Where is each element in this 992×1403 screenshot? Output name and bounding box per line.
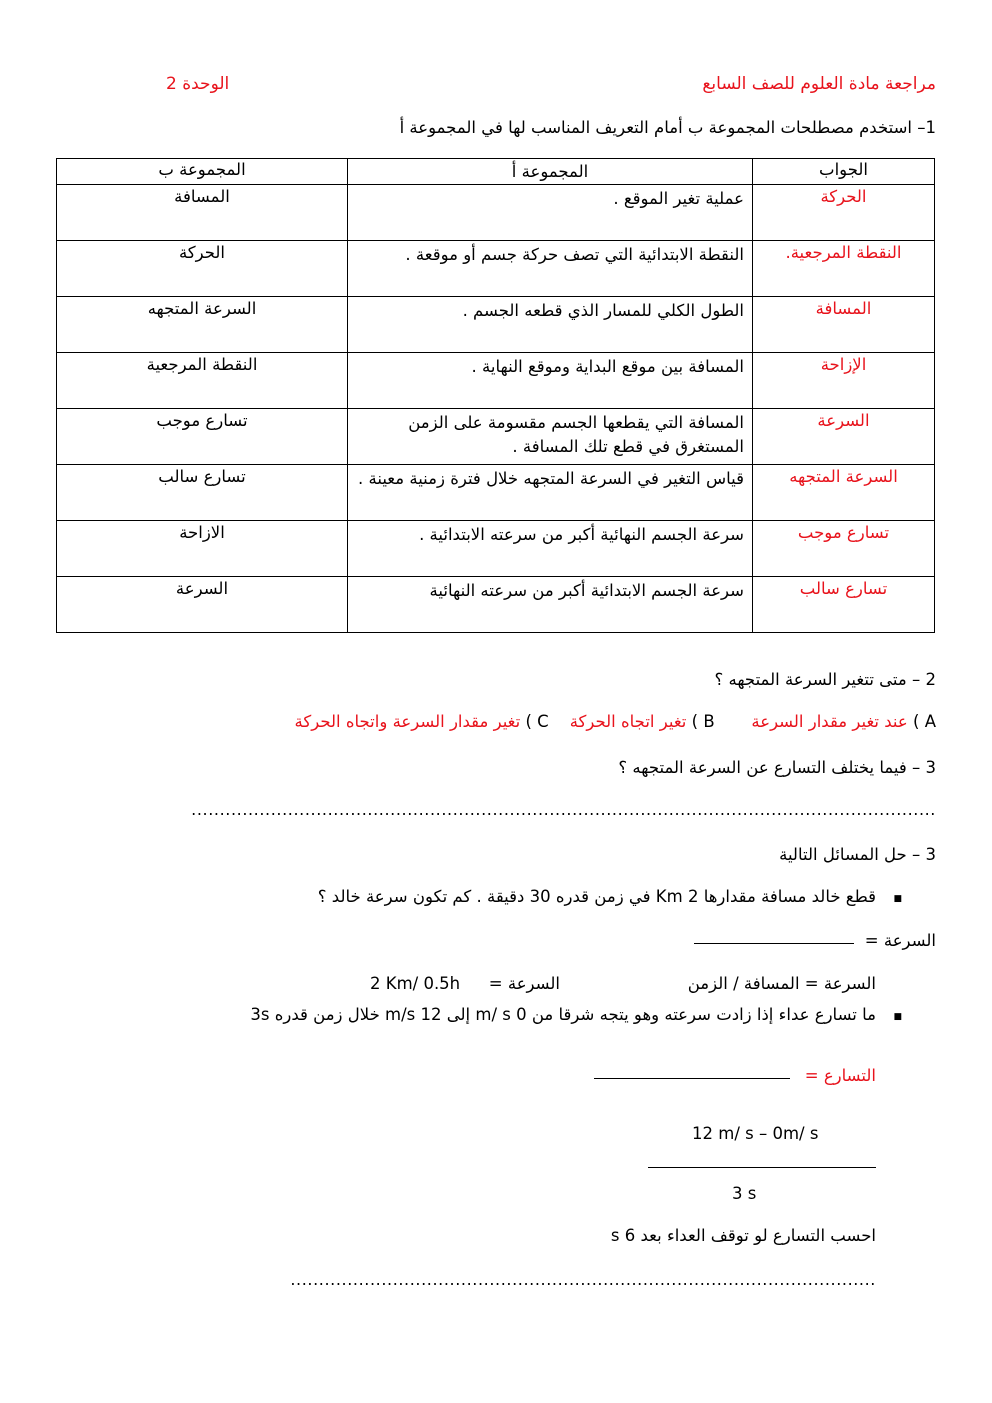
group-b-cell: تسارع موجب (57, 409, 348, 465)
col-header-answer: الجواب (753, 159, 935, 185)
table-row (57, 521, 935, 577)
page-title: مراجعة مادة العلوم للصف السابع (702, 74, 936, 94)
group-a-cell: المسافة بين موقع البداية وموقع النهاية . (348, 353, 753, 409)
table-row (57, 353, 935, 409)
table-row (57, 185, 935, 241)
group-a-cell: المسافة التي يقطعها الجسم مقسومة على الزمن المستغرق في قطع تلك المسافة . (348, 409, 753, 465)
q3-answer-line: ................................................................................................................................... (191, 800, 936, 819)
table-header-row (57, 159, 935, 185)
group-a-cell: الطول الكلي للمسار الذي قطعه الجسم . (348, 297, 753, 353)
answer-cell: السرعة (753, 409, 935, 465)
unit-label: الوحدة 2 (166, 74, 230, 94)
option-c-label: C ) (525, 712, 549, 731)
bullet-icon: ■ (893, 894, 902, 904)
group-b-cell: السرعة (57, 577, 348, 633)
table-row (57, 577, 935, 633)
col-header-group-a: المجموعة أ (348, 159, 753, 185)
problem-2-followup: احسب التسارع لو توقف العداء بعد 6 s (610, 1226, 876, 1245)
fraction-bar (648, 1167, 876, 1168)
problem-1-text: قطع خالد مسافة مقدارها 2 Km في زمن قدره 30 دقيقة . كم تكون سرعة خالد ؟ (317, 887, 876, 906)
q1-instruction: 1– استخدم مصطلحات المجموعة ب أمام التعريف المناسب لها في المجموعة أ (399, 118, 936, 137)
fraction-numerator: 12 m/ s – 0m/ s (692, 1124, 819, 1143)
group-a-cell: عملية تغير الموقع . (348, 185, 753, 241)
option-b-text: تغير اتجاه الحركة (569, 712, 687, 731)
problem-1-speed-label: السرعة = (864, 931, 936, 950)
q2-options (295, 712, 936, 731)
group-b-cell: النقطة المرجعية (57, 353, 348, 409)
table-row (57, 241, 935, 297)
option-c-text: تغير مقدار السرعة واتجاه الحركة (294, 712, 521, 731)
bullet-icon: ■ (893, 1012, 902, 1022)
answer-cell: السرعة المتجهه (753, 465, 935, 521)
col-header-group-b: المجموعة ب (57, 159, 348, 185)
group-a-cell: النقطة الابتدائية التي تصف حركة جسم أو موقعة . (348, 241, 753, 297)
answer-blank-line (694, 943, 854, 944)
group-a-cell: قياس التغير في السرعة المتجهه خلال فترة زمنية معينة . (348, 465, 753, 521)
table-row (57, 465, 935, 521)
problem-2-text: ما تسارع عداء إذا زادت سرعته وهو يتجه شرقا من 0 m/ s إلى 12 m/s خلال زمن قدره 3s (250, 1005, 876, 1024)
answer-cell: المسافة (753, 297, 935, 353)
answer-cell: تسارع موجب (753, 521, 935, 577)
option-a-text: عند تغير مقدار السرعة (751, 712, 908, 731)
matching-table (56, 158, 935, 633)
answer-cell: تسارع سالب (753, 577, 935, 633)
problem-2-answer-line: ....................................................................................................... (290, 1270, 876, 1289)
group-b-cell: تسارع سالب (57, 465, 348, 521)
table-row (57, 409, 935, 465)
problem-2-accel-label: التسارع = (804, 1066, 876, 1085)
q2-question: 2 – متى تتغير السرعة المتجهه ؟ (714, 670, 936, 689)
problem-1-calc-label: السرعة = (488, 974, 560, 993)
option-a-label: A ) (913, 712, 936, 731)
fraction-denominator: 3 s (732, 1184, 757, 1203)
group-b-cell: الحركة (57, 241, 348, 297)
table-row (57, 297, 935, 353)
group-b-cell: الازاحة (57, 521, 348, 577)
problem-1-formula: السرعة = المسافة / الزمن (687, 974, 876, 993)
group-a-cell: سرعة الجسم النهائية أكبر من سرعته الابتدائية . (348, 521, 753, 577)
answer-blank-line (594, 1078, 790, 1079)
answer-cell: النقطة المرجعية. (753, 241, 935, 297)
option-b-label: B ) (691, 712, 715, 731)
group-a-cell: سرعة الجسم الابتدائية أكبر من سرعته النهائية (348, 577, 753, 633)
group-b-cell: المسافة (57, 185, 348, 241)
answer-cell: الإزاحة (753, 353, 935, 409)
problem-1-calc-value: 2 Km/ 0.5h (370, 974, 461, 993)
q3-question: 3 – فيما يختلف التسارع عن السرعة المتجهه ؟ (618, 758, 936, 777)
problems-heading: 3 – حل المسائل التالية (779, 845, 936, 864)
answer-cell: الحركة (753, 185, 935, 241)
group-b-cell: السرعة المتجهه (57, 297, 348, 353)
